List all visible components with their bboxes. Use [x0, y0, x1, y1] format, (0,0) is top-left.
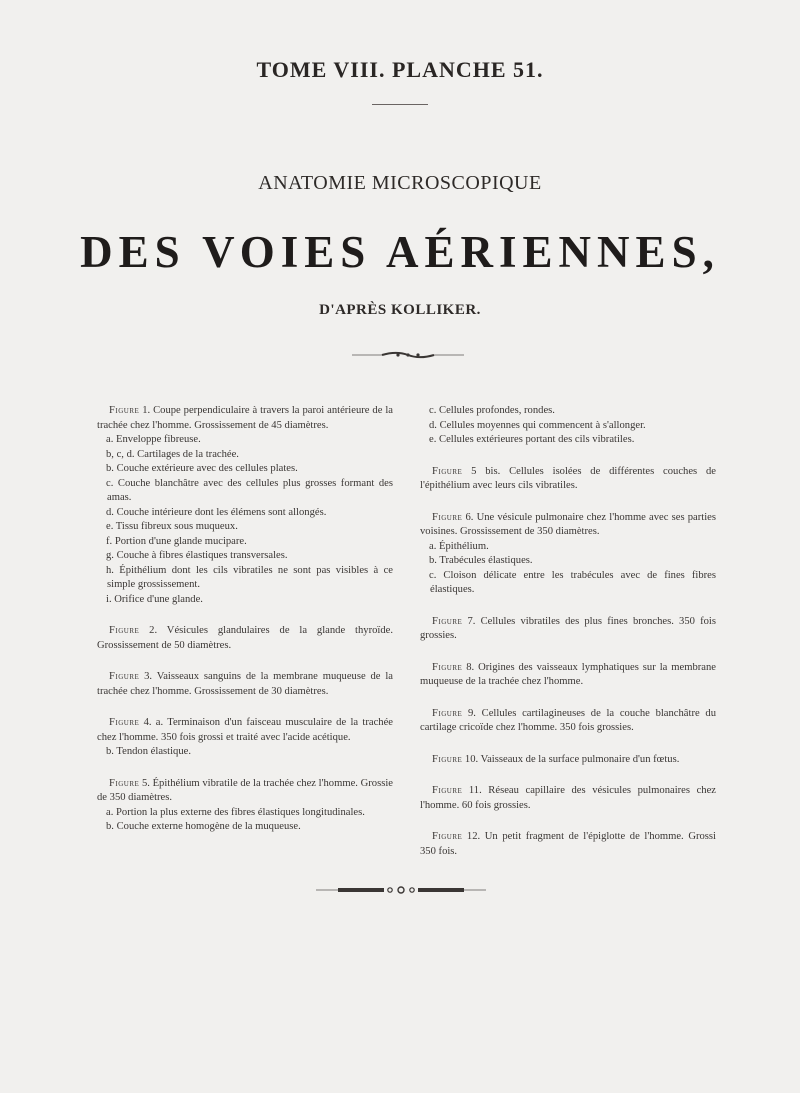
- figure-label: Figure: [432, 831, 463, 842]
- page-title: DES VOIES AÉRIENNES,: [80, 227, 720, 277]
- list-item: d. Cellules moyennes qui commencent à s'allonger.: [429, 419, 646, 431]
- figure-label: Figure: [432, 707, 463, 719]
- figure-7-entry: [420, 615, 716, 644]
- figure-4-entry: [97, 716, 393, 760]
- figure-10-entry: [420, 753, 716, 768]
- figure-caption: 5. Épithélium vibratile de la trachée chez l'homme. Grossie de 350 diamètres.: [97, 777, 393, 803]
- list-item: e. Cellules extérieures portant des cils vibratiles.: [429, 434, 635, 445]
- list-item: c. Cloison délicate entre les trabécules avec de fines fibres élastiques.: [429, 569, 716, 595]
- figure-11-entry: [420, 784, 716, 813]
- left-column: [97, 404, 393, 852]
- list-item: i. Orifice d'une glande.: [106, 593, 203, 605]
- figure-caption: 2. Vésicules glandulaires de la glande thyroïde. Grossissement de 50 diamètres.: [97, 625, 393, 651]
- figure-caption: 3. Vaisseaux sanguins de la membrane muqueuse de la trachée chez l'homme. Grossissement de 30 diamètres.: [97, 671, 393, 697]
- figure-caption: 8. Origines des vaisseaux lymphatiques sur la membrane muqueuse de la trachée chez l'homme.: [420, 661, 716, 687]
- bottom-ornament-divider: [316, 884, 486, 896]
- figure-label: Figure: [109, 405, 140, 416]
- figure-caption: 11. Réseau capillaire des vésicules pulmonaires chez l'homme. 60 fois grossies.: [420, 785, 716, 811]
- figure-5bis-entry: [420, 465, 716, 494]
- author-line: D'APRÈS KOLLIKER.: [319, 302, 481, 318]
- list-item: g. Couche à fibres élastiques transversales.: [106, 550, 288, 561]
- figure-label: Figure: [432, 615, 463, 627]
- plate-header: TOME VIII. PLANCHE 51.: [256, 57, 544, 82]
- figure-caption: 7. Cellules vibratiles des plus fines bronches. 350 fois grossies.: [420, 615, 716, 641]
- list-item: b. Couche externe homogène de la muqueuse.: [106, 821, 301, 832]
- subtitle: ANATOMIE MICROSCOPIQUE: [258, 172, 542, 194]
- figure-caption: 6. Une vésicule pulmonaire chez l'homme avec ses parties voisines. Grossissement de 350 diamètres.: [420, 511, 716, 537]
- figure-caption: 4. a. Terminaison d'un faisceau musculaire de la trachée chez l'homme. 350 fois grossi et traité avec l'acide acétique.: [97, 717, 393, 743]
- figure-label: Figure: [432, 511, 463, 523]
- list-item: b. Couche extérieure avec des cellules plates.: [106, 463, 298, 474]
- figure-9-entry: [420, 707, 716, 736]
- figure-label: Figure: [432, 785, 463, 796]
- figure-8-entry: [420, 661, 716, 690]
- list-item: d. Couche intérieure dont les élémens sont allongés.: [106, 506, 327, 518]
- figure-label: Figure: [109, 625, 140, 636]
- list-item: a. Épithélium.: [429, 540, 489, 552]
- figure-12-entry: [420, 830, 716, 859]
- list-item: c. Cellules profondes, rondes.: [429, 405, 555, 416]
- list-item: a. Enveloppe fibreuse.: [106, 434, 201, 445]
- figure-5-entry: [97, 777, 393, 835]
- figure-caption: 1. Coupe perpendiculaire à travers la paroi antérieure de la trachée chez l'homme. Grossissement de 45 diamètres.: [97, 405, 393, 431]
- figure-caption: 5 bis. Cellules isolées de différentes couches de l'épithélium avec leurs cils vibratiles.: [420, 465, 716, 491]
- figure-label: Figure: [109, 777, 140, 789]
- list-item: b. Trabécules élastiques.: [429, 555, 533, 566]
- figure-label: Figure: [109, 717, 140, 728]
- header-divider: [372, 104, 428, 105]
- figure-1-entry: [97, 404, 393, 607]
- top-ornament-divider: [352, 350, 464, 360]
- list-item: a. Portion la plus externe des fibres élastiques longitudinales.: [106, 806, 365, 818]
- list-item: h. Épithélium dont les cils vibratiles ne sont pas visibles à ce simple grossissement.: [106, 564, 393, 590]
- figure-label: Figure: [432, 465, 463, 477]
- list-item: e. Tissu fibreux sous muqueux.: [106, 521, 238, 532]
- figure-5-continued-entry: [420, 404, 716, 448]
- figure-6-entry: [420, 511, 716, 598]
- figure-label: Figure: [109, 671, 140, 682]
- figure-caption: 10. Vaisseaux de la surface pulmonaire d'un fœtus.: [462, 753, 680, 765]
- figure-3-entry: [97, 670, 393, 699]
- right-column: [420, 404, 716, 876]
- figure-caption: 12. Un petit fragment de l'épiglotte de l'homme. Grossi 350 fois.: [420, 831, 716, 857]
- list-item: b. Tendon élastique.: [106, 746, 191, 757]
- figure-caption: 9. Cellules cartilagineuses de la couche blanchâtre du cartilage cricoïde chez l'homme. 350 fois grossies.: [420, 707, 716, 733]
- figure-2-entry: [97, 624, 393, 653]
- figure-label: Figure: [432, 661, 463, 673]
- figure-label: Figure: [432, 753, 463, 765]
- list-item: c. Couche blanchâtre avec des cellules plus grosses formant des amas.: [106, 477, 393, 503]
- list-item: b, c, d. Cartilages de la trachée.: [106, 448, 239, 460]
- list-item: f. Portion d'une glande mucipare.: [106, 535, 247, 547]
